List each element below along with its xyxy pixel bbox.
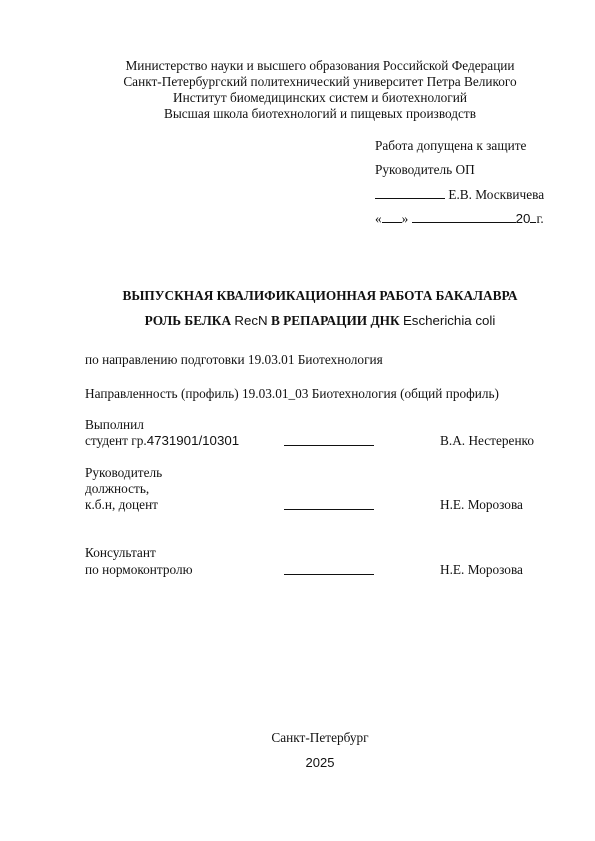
profile-line: Направленность (профиль) 19.03.01_03 Биотехнология (общий профиль)	[85, 386, 499, 401]
footer-city: Санкт-Петербург	[271, 730, 369, 745]
consultant-label: Консультант	[85, 545, 156, 560]
date-close-quote: »	[401, 211, 409, 226]
supervisor-position: должность,	[85, 481, 150, 496]
date-open-quote: «	[375, 211, 382, 226]
supervisor-degree: к.б.н, доцент	[85, 497, 158, 512]
institute-line: Институт биомедицинских систем и биотехнологий	[173, 90, 467, 105]
date-suffix: г.	[536, 211, 544, 226]
topic-protein: RecN	[234, 313, 268, 328]
direction-line: по направлению подготовки 19.03.01 Биотехнология	[85, 352, 383, 367]
ministry-line: Министерство науки и высшего образования Российской Федерации	[125, 58, 515, 73]
approval-date	[375, 210, 544, 227]
topic-organism: Escherichia coli	[402, 313, 496, 328]
signature-line	[284, 433, 374, 446]
topic-part2: В РЕПАРАЦИИ ДНК	[270, 313, 400, 328]
supervisor-signature-line	[284, 497, 374, 515]
footer-year: 2025	[305, 755, 335, 770]
date-day-line	[382, 210, 402, 223]
supervisor-name: Н.Е. Морозова	[440, 497, 523, 512]
topic-part1: РОЛЬ БЕЛКА	[144, 313, 232, 328]
student-group	[85, 433, 239, 449]
student-group-number: 4731901/10301	[146, 433, 240, 448]
consultant-signature-line	[284, 562, 374, 580]
date-year: 20	[515, 211, 531, 226]
consultant-role: по нормоконтролю	[85, 562, 193, 577]
approval-head-name: Е.В. Москвичева	[448, 187, 545, 202]
university-line: Санкт-Петербургский политехнический университет Петра Великого	[123, 74, 517, 89]
signature-line	[284, 562, 374, 575]
student-name: В.А. Нестеренко	[440, 433, 534, 448]
date-month-line	[412, 210, 516, 223]
student-signature-line	[284, 433, 374, 451]
performer-label: Выполнил	[85, 417, 144, 432]
thesis-topic	[0, 313, 595, 329]
signature-line	[375, 186, 445, 199]
signature-line	[284, 497, 374, 510]
approval-head-label: Руководитель ОП	[375, 162, 475, 177]
student-prefix: студент гр.	[85, 433, 147, 448]
thesis-type-title: ВЫПУСКНАЯ КВАЛИФИКАЦИОННАЯ РАБОТА БАКАЛАВРА	[122, 288, 518, 303]
approval-admitted: Работа допущена к защите	[375, 138, 527, 153]
school-line: Высшая школа биотехнологий и пищевых производств	[163, 106, 477, 121]
approval-head-signature	[375, 186, 544, 203]
consultant-name: Н.Е. Морозова	[440, 562, 523, 577]
supervisor-label: Руководитель	[85, 465, 163, 480]
